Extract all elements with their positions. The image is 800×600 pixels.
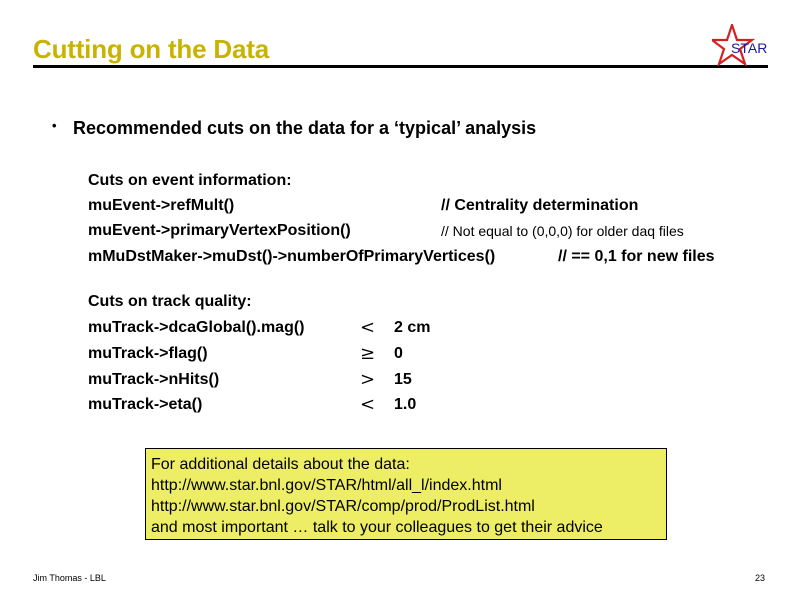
- track-cut-operator: <: [360, 317, 376, 338]
- info-box-line: and most important … talk to your colleagues to get their advice: [151, 519, 603, 536]
- info-box: [145, 448, 667, 540]
- track-cuts-header: Cuts on track quality:: [88, 293, 252, 310]
- event-cut-comment: // == 0,1 for new files: [558, 248, 715, 265]
- info-box-line: For additional details about the data:: [151, 456, 410, 473]
- info-box-link[interactable]: http://www.star.bnl.gov/STAR/comp/prod/ProdList.html: [151, 498, 535, 515]
- event-cut-comment: // Not equal to (0,0,0) for older daq files: [441, 223, 684, 239]
- track-cut-code: muTrack->dcaGlobal().mag(): [88, 319, 305, 336]
- info-box-link[interactable]: http://www.star.bnl.gov/STAR/html/all_l/index.html: [151, 477, 502, 494]
- page-number: 23: [755, 573, 766, 583]
- track-cut-operator: ≥: [360, 343, 376, 364]
- track-cut-code: muTrack->eta(): [88, 396, 203, 413]
- track-cut-value: 15: [394, 371, 412, 388]
- track-cut-value: 1.0: [394, 396, 417, 413]
- track-cut-code: muTrack->flag(): [88, 345, 208, 362]
- event-cut-code: mMuDstMaker->muDst()->numberOfPrimaryVertices(): [88, 248, 496, 265]
- event-cuts-header: Cuts on event information:: [88, 172, 292, 189]
- footer-author: Jim Thomas - LBL: [33, 573, 106, 583]
- star-logo-text: STAR: [731, 40, 768, 56]
- bullet-dot-icon: •: [52, 118, 57, 133]
- event-cut-code: muEvent->primaryVertexPosition(): [88, 222, 351, 239]
- track-cut-code: muTrack->nHits(): [88, 371, 220, 388]
- track-cut-operator: <: [360, 394, 376, 415]
- track-cut-value: 0: [394, 345, 403, 362]
- title-underline: [33, 65, 768, 68]
- slide-title: Cutting on the Data: [33, 34, 269, 64]
- track-cut-value: 2 cm: [394, 319, 431, 336]
- track-cut-operator: >: [360, 369, 376, 390]
- bullet-text: Recommended cuts on the data for a ‘typical’ analysis: [73, 118, 537, 138]
- event-cut-comment: // Centrality determination: [441, 197, 639, 214]
- event-cut-code: muEvent->refMult(): [88, 197, 235, 214]
